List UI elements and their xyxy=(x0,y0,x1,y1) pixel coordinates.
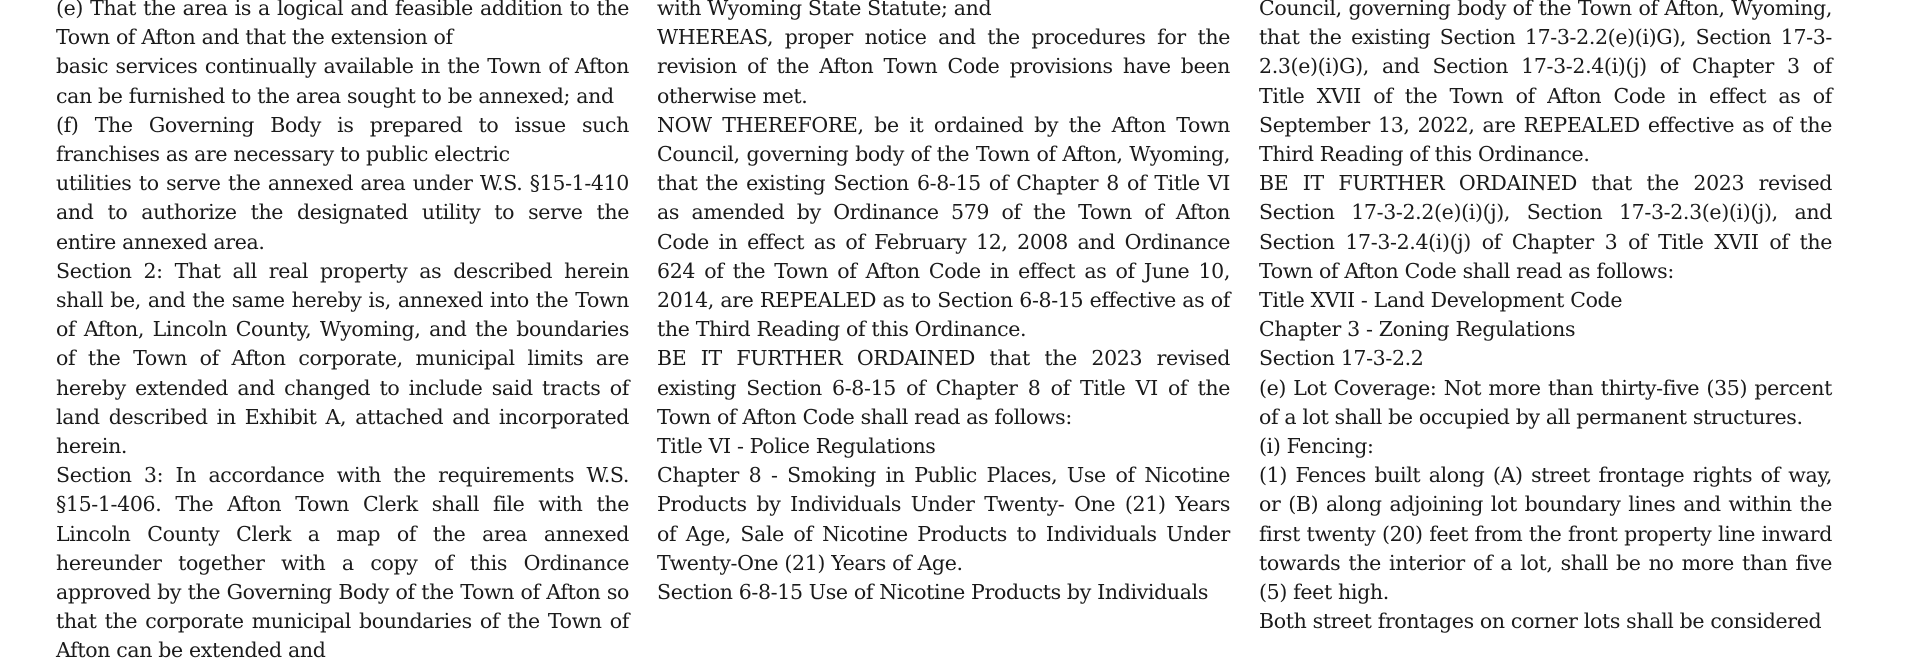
paragraph: Section 2: That all real property as described herein shall be, and the same hereby is, annexed into the Town of Afton, Lincoln County, Wyoming, and the boundaries of the Town of Afton corporate, municipal limits are hereby extended and changed to include said tracts of land described in Exhibit A, attached and incorporated herein. xyxy=(56,258,629,459)
paragraph: basic services continually available in the Town of Afton can be furnished to the area sought to be annexed; and xyxy=(56,54,629,108)
paragraph: Chapter 8 - Smoking in Public Places, Use of Nicotine Products by Individuals Under Twenty- One (21) Years of Age, Sale of Nicotine Products to Individuals Under Twenty-One (21) Years of Age. xyxy=(657,463,1230,575)
paragraph: WHEREAS, proper notice and the procedures for the revision of the Afton Town Code provisions have been otherwise met. xyxy=(657,25,1230,108)
paragraph: BE IT FURTHER ORDAINED that the 2023 revised existing Section 6-8-15 of Chapter 8 of Title VI of the Town of Afton Code shall read as follows: xyxy=(657,346,1230,429)
paragraph: BE IT FURTHER ORDAINED that the 2023 revised Section 17-3-2.2(e)(i)(j), Section 17-3-2.3(e)(i)(j), and Section 17-3-2.4(i)(j) of Chapter 3 of Title XVII of the Town of Afton Code shall read as follows: xyxy=(1259,171,1832,283)
paragraph: NOW THEREFORE, be it ordained by the Afton Town Council, governing body of the Town of Afton, Wyoming, that the existing Section 6-8-15 of Chapter 8 of Title VI as amended by Ordinance 579 of the Town of Afton Code in effect as of February 12, 2008 and Ordinance 624 of the Town of Afton Code in effect as of June 10, 2014, are REPEALED as to Section 6-8-15 effective as of the Third Reading of this Ordinance. xyxy=(657,112,1230,342)
paragraph: Title XVII - Land Development Code xyxy=(1259,288,1623,313)
paragraph: Title VI - Police Regulations xyxy=(657,434,936,459)
paragraph: Section 17-3-2.2 xyxy=(1259,346,1424,371)
paragraph: Section 6-8-15 Use of Nicotine Products by Individuals xyxy=(657,580,1208,605)
text-column-right xyxy=(1259,0,1832,636)
paragraph: (i) Fencing: xyxy=(1259,434,1374,459)
paragraph: Section 3: In accordance with the requirements W.S. §15-1-406. The Afton Town Clerk shall file with the Lincoln County Clerk a map of the area annexed hereunder together with a copy of this Ordinance approved by the Governing Body of the Town of Afton so that the corporate municipal boundaries of the Town of Afton can be extended and xyxy=(56,463,629,663)
paragraph: with Wyoming State Statute; and xyxy=(657,0,992,20)
paragraph: (e) Lot Coverage: Not more than thirty-five (35) percent of a lot shall be occupied by all permanent structures. xyxy=(1259,375,1832,429)
text-column-middle xyxy=(657,0,1230,607)
paragraph: Both street frontages on corner lots shall be considered xyxy=(1259,609,1822,634)
text-column-left xyxy=(56,0,629,666)
paragraph: (e) That the area is a logical and feasible addition to the Town of Afton and that the extension of xyxy=(56,0,629,50)
paragraph: (1) Fences built along (A) street frontage rights of way, or (B) along adjoining lot boundary lines and within the first twenty (20) feet from the front property line inward towards the interior of a lot, shall be no more than five (5) feet high. xyxy=(1259,463,1832,605)
paragraph: Chapter 3 - Zoning Regulations xyxy=(1259,317,1576,342)
paragraph: Council, governing body of the Town of Afton, Wyoming, that the existing Section 17-3-2.2(e)(i)G), Section 17-3-2.3(e)(i)G), and Section 17-3-2.4(i)(j) of Chapter 3 of Title XVII of the Town of Afton Code in effect as of September 13, 2022, are REPEALED effective as of the Third Reading of this Ordinance. xyxy=(1259,0,1832,167)
paragraph: (f) The Governing Body is prepared to issue such franchises as are necessary to public electric xyxy=(56,112,629,167)
paragraph: utilities to serve the annexed area under W.S. §15-1-410 and to authorize the designated utility to serve the entire annexed area. xyxy=(56,171,629,254)
